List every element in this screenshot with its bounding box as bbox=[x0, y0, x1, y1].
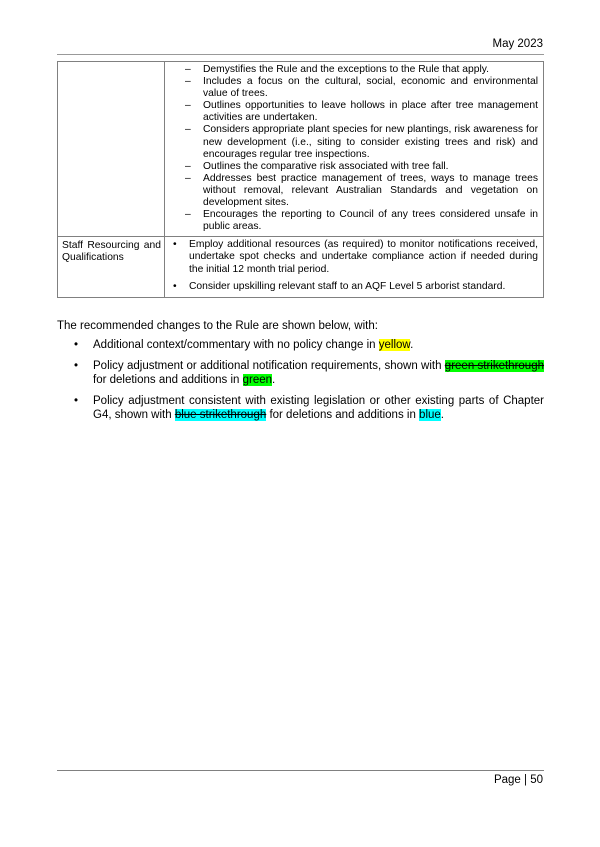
row-label-staff-resourcing: Staff Resourcing and Qualifications bbox=[58, 237, 165, 297]
bullet-list bbox=[171, 239, 538, 292]
list-item: • Consider upskilling relevant staff to an AQF Level 5 arborist standard. bbox=[173, 280, 506, 292]
dash-list bbox=[171, 64, 538, 233]
green-strikethrough-sample: green strikethrough bbox=[444, 360, 544, 372]
list-item: – Encourages the reporting to Council of any trees considered unsafe in public areas. bbox=[185, 209, 538, 233]
legend-item-blue: • Policy adjustment consistent with existing legislation or other existing parts of Chapter G4, shown with blue strikethrough for deletions and additions in blue. bbox=[74, 395, 544, 421]
row-label bbox=[58, 62, 165, 237]
list-item: – Includes a focus on the cultural, social, economic and environmental value of trees. bbox=[185, 76, 538, 100]
list-item: – Outlines the comparative risk associated with tree fall. bbox=[185, 160, 449, 172]
row-content bbox=[165, 62, 544, 237]
dash-icon: – bbox=[185, 64, 191, 75]
list-item: – Considers appropriate plant species for new plantings, risk awareness for new development (i.e., siting to consider existing trees and risk) and encourages regular tree inspections. bbox=[185, 124, 538, 160]
blue-strikethrough-sample: blue strikethrough bbox=[174, 409, 267, 421]
header-divider bbox=[57, 54, 544, 55]
dash-icon: – bbox=[185, 100, 191, 112]
green-highlight: green bbox=[242, 374, 273, 386]
dash-icon: – bbox=[185, 172, 191, 184]
list-item: – Addresses best practice management of trees, ways to manage trees without removal, relevant Australian Standards and vegetation on development sites. bbox=[185, 172, 538, 209]
footer-divider bbox=[57, 770, 544, 771]
dash-icon: – bbox=[185, 76, 191, 88]
legend-item-yellow: • Additional context/commentary with no policy change in yellow. bbox=[74, 339, 414, 351]
dash-icon: – bbox=[185, 209, 191, 221]
bullet-icon: • bbox=[173, 239, 177, 251]
change-legend-list bbox=[57, 338, 544, 429]
bullet-icon: • bbox=[74, 395, 79, 407]
yellow-highlight: yellow bbox=[378, 339, 411, 351]
dash-icon: – bbox=[185, 160, 191, 172]
table-row bbox=[58, 237, 544, 297]
bullet-icon: • bbox=[74, 360, 79, 372]
bullet-icon: • bbox=[74, 339, 79, 351]
page-number: Page | 50 bbox=[493, 774, 543, 786]
legend-item-green: • Policy adjustment or additional notification requirements, shown with green strikethrough for deletions and additions in green. bbox=[74, 360, 544, 386]
intro-paragraph: The recommended changes to the Rule are shown below, with: bbox=[57, 320, 378, 332]
header-date: May 2023 bbox=[492, 38, 543, 50]
dash-icon: – bbox=[185, 124, 191, 136]
actions-table bbox=[57, 61, 544, 298]
list-item: • Employ additional resources (as required) to monitor notifications received, undertake spot checks and undertake compliance action if needed during the initial 12 month trial period. bbox=[173, 239, 538, 275]
list-item: – Demystifies the Rule and the exceptions to the Rule that apply. bbox=[185, 64, 489, 75]
list-item: – Outlines opportunities to leave hollows in place after tree management activities are undertaken. bbox=[185, 100, 538, 124]
row-content bbox=[165, 237, 544, 297]
table-row bbox=[58, 62, 544, 237]
blue-highlight: blue bbox=[419, 409, 441, 421]
bullet-icon: • bbox=[173, 280, 177, 292]
